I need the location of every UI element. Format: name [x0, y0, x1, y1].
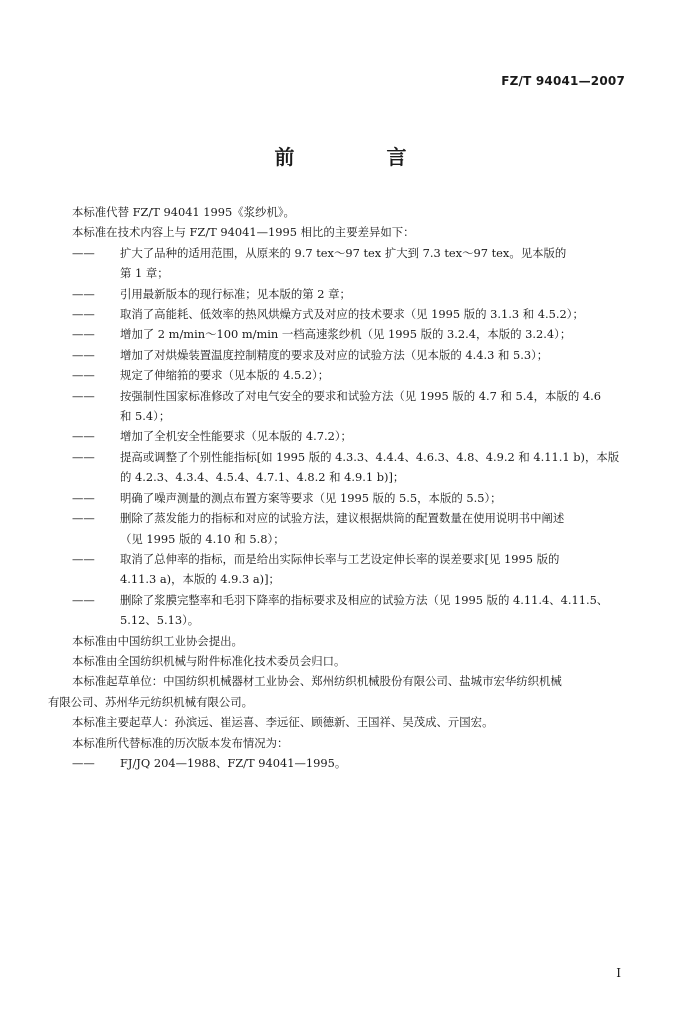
- paragraph: 本标准所代替标准的历次版本发布情况为：: [72, 735, 289, 750]
- list-item: —— 增加了对烘燥装置温度控制精度的要求及对应的试验方法（见本版的 4.4.3 和 5.3）；: [72, 347, 549, 362]
- list-item: —— 规定了伸缩筘的要求（见本版的 4.5.2）；: [72, 368, 330, 383]
- list-item: —— 引用最新版本的现行标准；见本版的第 2 章；: [72, 286, 351, 301]
- list-item: —— 增加了 2 m/min～100 m/min 一档高速浆纱机（见 1995 版的 3.2.4，本版的 3.2.4）；: [72, 327, 572, 342]
- paragraph: 本标准由全国纺织机械与附件标准化技术委员会归口。: [72, 653, 346, 668]
- paragraph: 本标准主要起草人：孙滨远、崔运喜、李远征、顾德新、王国祥、吴茂成、亓国宏。: [72, 715, 494, 730]
- list-item-continuation: （见 1995 版的 4.10 和 5.8）；: [120, 531, 285, 546]
- list-item-continuation: 4.11.3 a)，本版的 4.9.3 a)]；: [120, 572, 280, 587]
- page-title: 前 言: [274, 145, 443, 169]
- list-item: —— 明确了噪声测量的测点布置方案等要求（见 1995 版的 5.5，本版的 5.5）；: [72, 490, 502, 505]
- list-item: —— 取消了总伸率的指标，而是给出实际伸长率与工艺设定伸长率的误差要求[见 1995 版的: [72, 551, 560, 566]
- paragraph: 本标准起草单位：中国纺织机械器材工业协会、郑州纺织机械股份有限公司、盐城市宏华纺织机械: [72, 674, 562, 689]
- standard-code: FZ/T 94041—2007: [501, 74, 625, 88]
- list-item: —— 增加了全机安全性能要求（见本版的 4.7.2）；: [72, 429, 352, 444]
- list-item: —— 扩大了品种的适用范围，从原来的 9.7 tex～97 tex 扩大到 7.3 tex～97 tex。见本版的: [72, 245, 567, 260]
- paragraph: 本标准由中国纺织工业协会提出。: [72, 633, 243, 648]
- list-item: —— 按强制性国家标准修改了对电气安全的要求和试验方法（见 1995 版的 4.7 和 5.4，本版的 4.6: [72, 388, 601, 403]
- list-item-continuation: 第 1 章；: [120, 266, 169, 281]
- page-number: I: [616, 966, 621, 980]
- paragraph: 本标准代替 FZ/T 94041 1995《浆纱机》。: [72, 205, 295, 219]
- list-item-continuation: 和 5.4）；: [120, 409, 171, 424]
- foreword-body: [48, 202, 633, 773]
- list-item: —— 删除了蒸发能力的指标和对应的试验方法，建议根据烘筒的配置数量在使用说明书中阐述: [72, 511, 565, 526]
- list-item: —— 取消了高能耗、低效率的热风烘燥方式及对应的技术要求（见 1995 版的 3.1.3 和 4.5.2）；: [72, 307, 584, 322]
- list-item: —— FJ/JQ 204—1988、FZ/T 94041—1995。: [72, 755, 347, 770]
- list-item: —— 删除了浆膜完整率和毛羽下降率的指标要求及相应的试验方法（见 1995 版的 4.11.4、4.11.5、: [72, 592, 609, 607]
- list-item: —— 提高或调整了个别性能指标[如 1995 版的 4.3.3、4.4.4、4.6.3、4.8、4.9.2 和 4.11.1 b)，本版: [72, 449, 620, 464]
- paragraph-continuation: 有限公司、苏州华元纺织机械有限公司。: [48, 694, 254, 709]
- paragraph: 本标准在技术内容上与 FZ/T 94041—1995 相比的主要差异如下：: [72, 225, 415, 240]
- list-item-continuation: 的 4.2.3、4.3.4、4.5.4、4.7.1、4.8.2 和 4.9.1 b)]；: [120, 470, 405, 485]
- list-item-continuation: 5.12、5.13）。: [120, 613, 200, 628]
